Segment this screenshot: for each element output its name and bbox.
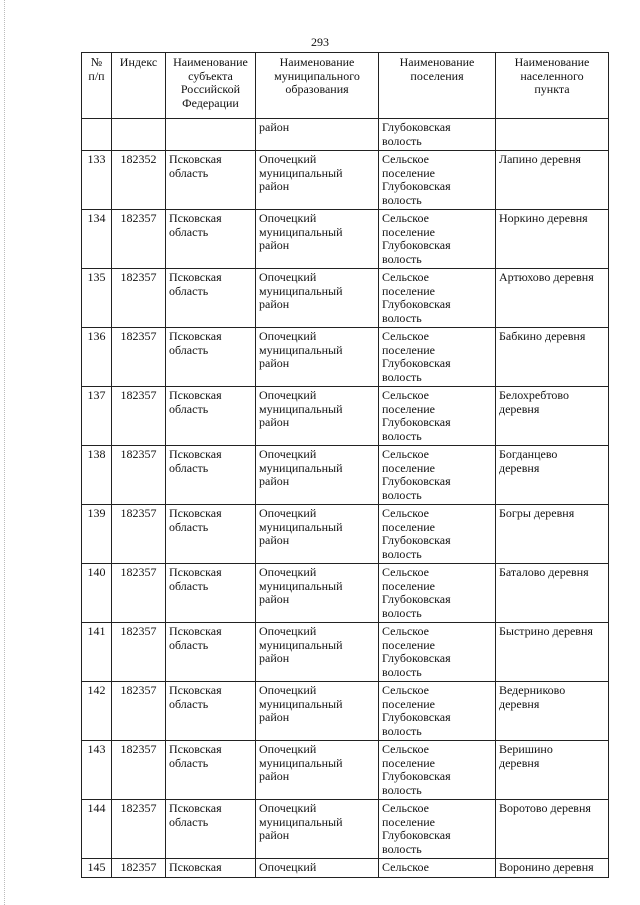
cell-number: 145 bbox=[82, 859, 112, 878]
cell-region: Псковская область bbox=[166, 387, 256, 446]
cell-settlement: Сельское поселение Глубоковская волость bbox=[379, 446, 496, 505]
cell-settlement: Сельское поселение Глубоковская волость bbox=[379, 151, 496, 210]
cell-municipality: Опочецкий муниципальный район bbox=[256, 387, 379, 446]
cell-number: 140 bbox=[82, 564, 112, 623]
cell-settlement: Сельское поселение Глубоковская волость bbox=[379, 741, 496, 800]
settlements-table bbox=[81, 52, 609, 878]
cell-index: 182357 bbox=[112, 623, 166, 682]
cell-region: Псковская область bbox=[166, 741, 256, 800]
cell-number bbox=[82, 119, 112, 151]
page-number: 293 bbox=[311, 35, 329, 49]
cell-municipality: Опочецкий муниципальный район bbox=[256, 623, 379, 682]
cell-locality: Артюхово деревня bbox=[496, 269, 609, 328]
table-row bbox=[82, 151, 609, 210]
cell-index bbox=[112, 119, 166, 151]
cell-region: Псковская bbox=[166, 859, 256, 878]
header-municipality: Наименование муниципального образования bbox=[256, 53, 379, 119]
cell-settlement: Сельское поселение Глубоковская волость bbox=[379, 328, 496, 387]
cell-settlement: Сельское поселение Глубоковская волость bbox=[379, 210, 496, 269]
cell-locality: Богданцево деревня bbox=[496, 446, 609, 505]
table-row bbox=[82, 446, 609, 505]
cell-number: 133 bbox=[82, 151, 112, 210]
cell-number: 139 bbox=[82, 505, 112, 564]
cell-number: 143 bbox=[82, 741, 112, 800]
cell-settlement: Сельское bbox=[379, 859, 496, 878]
cell-region: Псковская область bbox=[166, 151, 256, 210]
cell-locality: Баталово деревня bbox=[496, 564, 609, 623]
cell-index: 182357 bbox=[112, 505, 166, 564]
cell-municipality: Опочецкий муниципальный район bbox=[256, 682, 379, 741]
cell-municipality: Опочецкий муниципальный район bbox=[256, 269, 379, 328]
cell-region: Псковская область bbox=[166, 210, 256, 269]
cell-settlement: Сельское поселение Глубоковская волость bbox=[379, 682, 496, 741]
header-index: Индекс bbox=[112, 53, 166, 119]
cell-index: 182352 bbox=[112, 151, 166, 210]
cell-municipality: Опочецкий муниципальный район bbox=[256, 564, 379, 623]
cell-region bbox=[166, 119, 256, 151]
cell-number: 136 bbox=[82, 328, 112, 387]
cell-number: 137 bbox=[82, 387, 112, 446]
cell-region: Псковская область bbox=[166, 800, 256, 859]
cell-locality: Ведерниково деревня bbox=[496, 682, 609, 741]
table-row-partial bbox=[82, 859, 609, 878]
cell-settlement: Сельское поселение Глубоковская волость bbox=[379, 387, 496, 446]
cell-locality: Норкино деревня bbox=[496, 210, 609, 269]
cell-municipality: Опочецкий bbox=[256, 859, 379, 878]
cell-region: Псковская область bbox=[166, 328, 256, 387]
header-locality: Наименование населенного пункта bbox=[496, 53, 609, 119]
table-row bbox=[82, 741, 609, 800]
cell-locality: Воротово деревня bbox=[496, 800, 609, 859]
cell-municipality: Опочецкий муниципальный район bbox=[256, 210, 379, 269]
cell-region: Псковская область bbox=[166, 682, 256, 741]
cell-municipality: Опочецкий муниципальный район bbox=[256, 151, 379, 210]
cell-number: 134 bbox=[82, 210, 112, 269]
cell-number: 135 bbox=[82, 269, 112, 328]
cell-municipality: Опочецкий муниципальный район bbox=[256, 328, 379, 387]
table-row bbox=[82, 387, 609, 446]
cell-locality: Бабкино деревня bbox=[496, 328, 609, 387]
cell-settlement: Сельское поселение Глубоковская волость bbox=[379, 623, 496, 682]
table-row bbox=[82, 328, 609, 387]
table-row bbox=[82, 210, 609, 269]
table-row bbox=[82, 505, 609, 564]
cell-municipality: район bbox=[256, 119, 379, 151]
cell-index: 182357 bbox=[112, 328, 166, 387]
cell-index: 182357 bbox=[112, 210, 166, 269]
header-settlement: Наименование поселения bbox=[379, 53, 496, 119]
cell-locality: Быстрино деревня bbox=[496, 623, 609, 682]
cell-settlement: Глубоковская волость bbox=[379, 119, 496, 151]
header-number: № п/п bbox=[82, 53, 112, 119]
cell-locality: Богры деревня bbox=[496, 505, 609, 564]
cell-locality: Лапино деревня bbox=[496, 151, 609, 210]
table-row bbox=[82, 682, 609, 741]
header-region: Наименование субъекта Российской Федерации bbox=[166, 53, 256, 119]
table-row bbox=[82, 564, 609, 623]
cell-index: 182357 bbox=[112, 564, 166, 623]
cell-number: 138 bbox=[82, 446, 112, 505]
table-row bbox=[82, 269, 609, 328]
cell-region: Псковская область bbox=[166, 564, 256, 623]
cell-settlement: Сельское поселение Глубоковская волость bbox=[379, 564, 496, 623]
page-edge-dots bbox=[4, 0, 5, 905]
cell-settlement: Сельское поселение Глубоковская волость bbox=[379, 800, 496, 859]
cell-municipality: Опочецкий муниципальный район bbox=[256, 505, 379, 564]
cell-locality bbox=[496, 119, 609, 151]
cell-index: 182357 bbox=[112, 269, 166, 328]
cell-number: 141 bbox=[82, 623, 112, 682]
cell-index: 182357 bbox=[112, 682, 166, 741]
cell-settlement: Сельское поселение Глубоковская волость bbox=[379, 269, 496, 328]
cell-index: 182357 bbox=[112, 446, 166, 505]
cell-number: 144 bbox=[82, 800, 112, 859]
table-row-continuation bbox=[82, 119, 609, 151]
cell-locality: Веришино деревня bbox=[496, 741, 609, 800]
cell-region: Псковская область bbox=[166, 505, 256, 564]
cell-index: 182357 bbox=[112, 741, 166, 800]
cell-settlement: Сельское поселение Глубоковская волость bbox=[379, 505, 496, 564]
table-row bbox=[82, 623, 609, 682]
cell-region: Псковская область bbox=[166, 269, 256, 328]
cell-index: 182357 bbox=[112, 800, 166, 859]
cell-index: 182357 bbox=[112, 859, 166, 878]
cell-region: Псковская область bbox=[166, 446, 256, 505]
cell-municipality: Опочецкий муниципальный район bbox=[256, 800, 379, 859]
table-header-row bbox=[82, 53, 609, 119]
cell-index: 182357 bbox=[112, 387, 166, 446]
cell-municipality: Опочецкий муниципальный район bbox=[256, 741, 379, 800]
cell-locality: Воронино деревня bbox=[496, 859, 609, 878]
cell-municipality: Опочецкий муниципальный район bbox=[256, 446, 379, 505]
cell-locality: Белохребтово деревня bbox=[496, 387, 609, 446]
cell-number: 142 bbox=[82, 682, 112, 741]
cell-region: Псковская область bbox=[166, 623, 256, 682]
table-row bbox=[82, 800, 609, 859]
